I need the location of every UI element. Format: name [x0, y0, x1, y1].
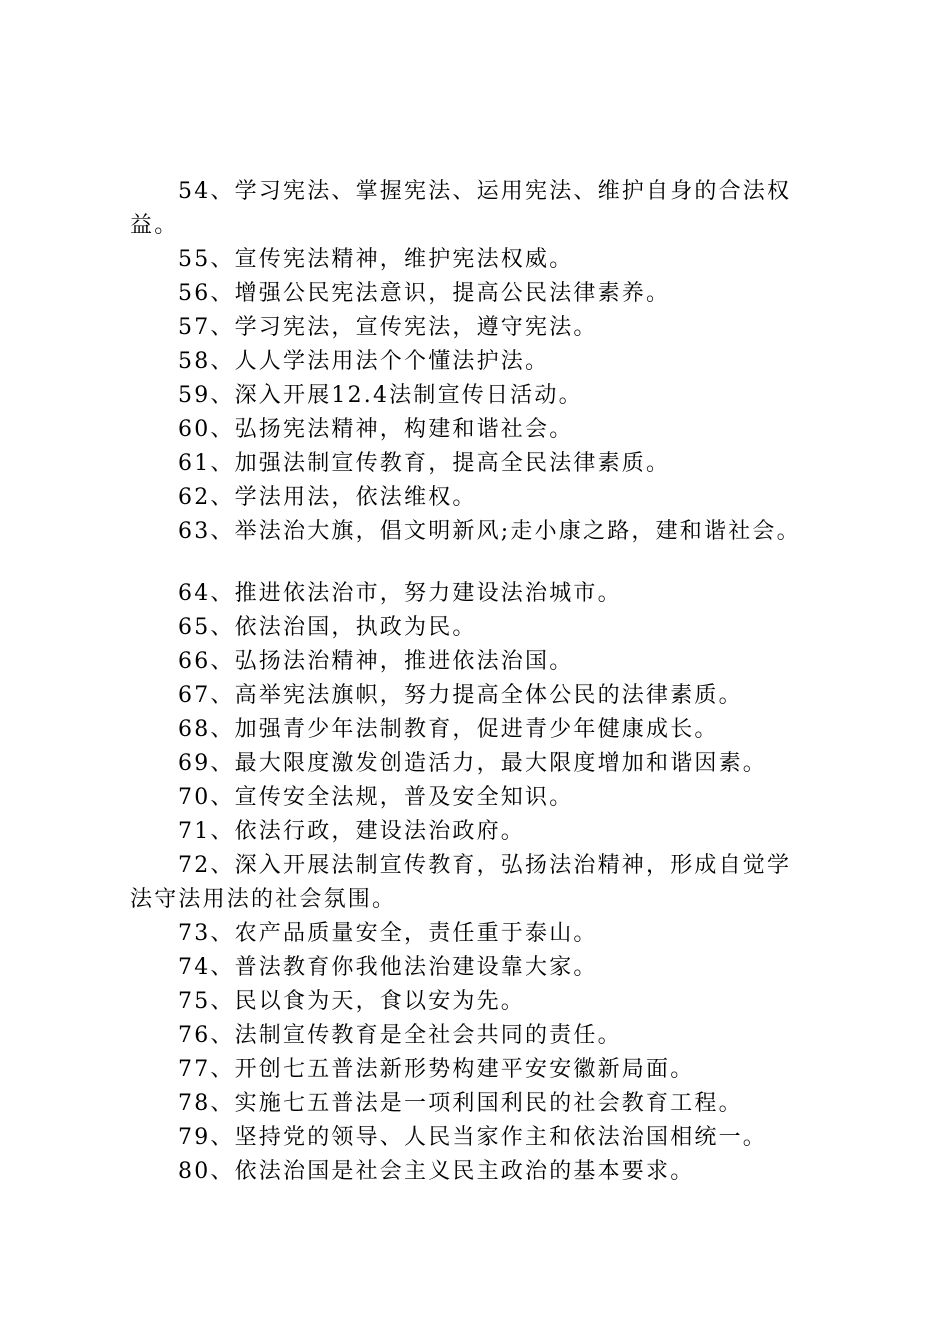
- slogan-80: 80、依法治国是社会主义民主政治的基本要求。: [178, 1159, 695, 1184]
- slogan-69: 69、最大限度激发创造活力，最大限度增加和谐因素。: [178, 751, 767, 776]
- slogan-74: 74、普法教育你我他法治建设靠大家。: [178, 955, 598, 980]
- slogan-76: 76、法制宣传教育是全社会共同的责任。: [178, 1023, 622, 1048]
- slogan-70: 70、宣传安全法规，普及安全知识。: [178, 785, 574, 810]
- slogan-79: 79、坚持党的领导、人民当家作主和依法治国相统一。: [178, 1125, 767, 1150]
- slogan-77: 77、开创七五普法新形势构建平安安徽新局面。: [178, 1057, 695, 1082]
- slogan-73: 73、农产品质量安全，责任重于泰山。: [178, 921, 598, 946]
- slogan-78: 78、实施七五普法是一项利国利民的社会教育工程。: [178, 1091, 743, 1116]
- slogan-54-continuation: 益。: [130, 213, 179, 238]
- slogan-54: 54、学习宪法、掌握宪法、运用宪法、维护自身的合法权: [178, 179, 792, 204]
- slogan-64: 64、推进依法治市，努力建设法治城市。: [178, 581, 622, 606]
- slogan-67: 67、高举宪法旗帜，努力提高全体公民的法律素质。: [178, 683, 743, 708]
- slogan-57: 57、学习宪法，宣传宪法，遵守宪法。: [178, 315, 598, 340]
- slogan-75: 75、民以食为天，食以安为先。: [178, 989, 525, 1014]
- slogan-72-continuation: 法守法用法的社会氛围。: [130, 887, 397, 912]
- slogan-58: 58、人人学法用法个个懂法护法。: [178, 349, 550, 374]
- slogan-59: 59、深入开展12.4法制宣传日活动。: [178, 383, 583, 408]
- slogan-56: 56、增强公民宪法意识，提高公民法律素养。: [178, 281, 671, 306]
- document-body: [130, 175, 830, 1189]
- slogan-72: 72、深入开展法制宣传教育，弘扬法治精神，形成自觉学: [178, 853, 792, 878]
- slogan-62: 62、学法用法，依法维权。: [178, 485, 477, 510]
- slogan-55: 55、宣传宪法精神，维护宪法权威。: [178, 247, 574, 272]
- paragraph-gap: [130, 549, 830, 577]
- slogan-66: 66、弘扬法治精神，推进依法治国。: [178, 649, 574, 674]
- slogan-60: 60、弘扬宪法精神，构建和谐社会。: [178, 417, 574, 442]
- slogan-68: 68、加强青少年法制教育，促进青少年健康成长。: [178, 717, 719, 742]
- slogan-61: 61、加强法制宣传教育，提高全民法律素质。: [178, 451, 671, 476]
- slogan-65: 65、依法治国，执政为民。: [178, 615, 477, 640]
- slogan-63: 63、举法治大旗，倡文明新风;走小康之路，建和谐社会。: [178, 519, 801, 544]
- slogan-71: 71、依法行政，建设法治政府。: [178, 819, 525, 844]
